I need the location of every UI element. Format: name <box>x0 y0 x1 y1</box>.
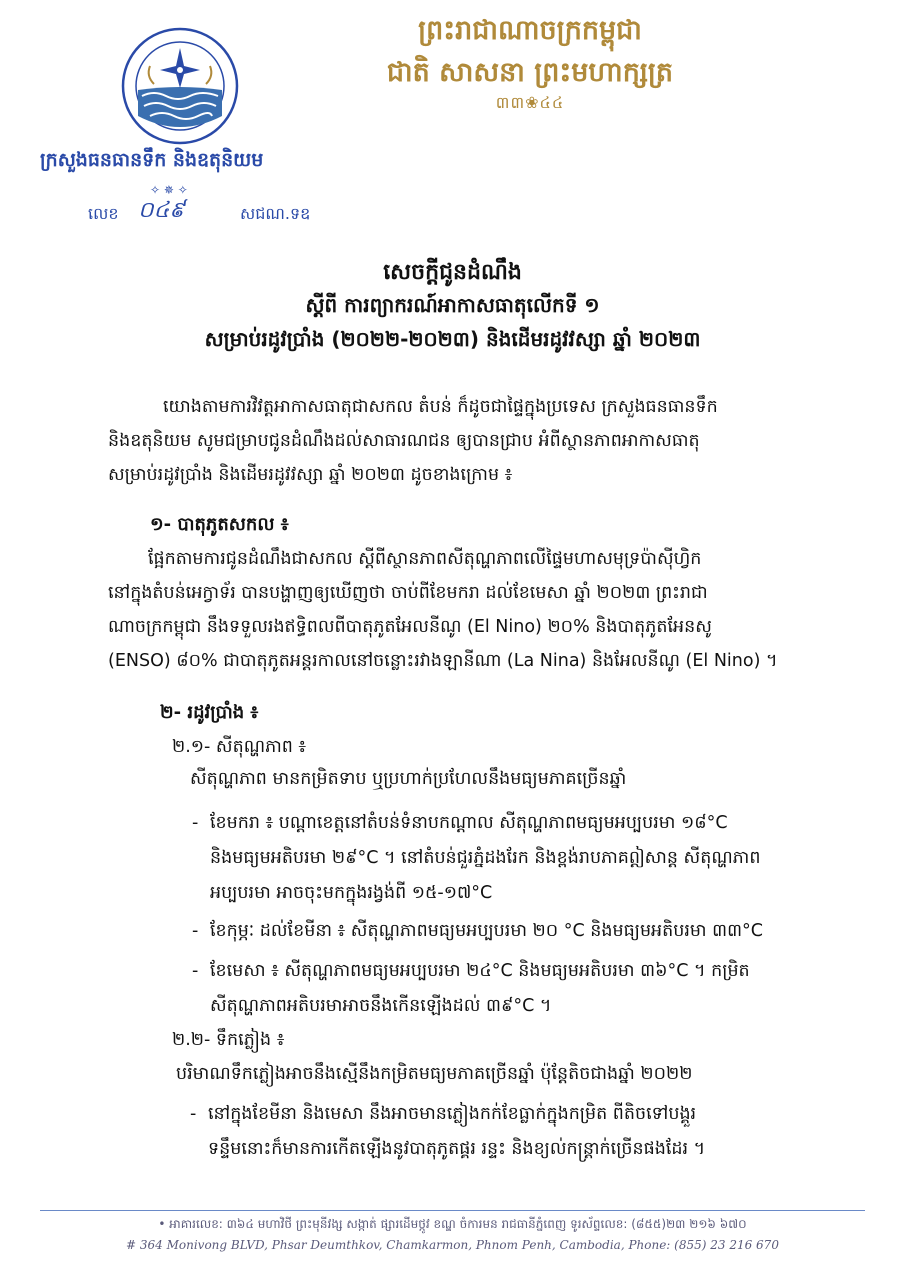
document-period: សម្រាប់រដូវប្រាំង (២០២២-២០២៣) និងដើមរដូវវស្សា ឆ្នាំ ២០២៣ <box>204 327 701 351</box>
footer-address-khmer: • អាគារលេខ: ៣៦៤ មហាវិថី ព្រះមុនីវង្ស សង្កាត់ ផ្សារដើមថ្កូវ ខណ្ឌ ចំការមន រាជធានីភ្នំពេញ ទូរស័ព្ទលេខ: (៨៥៥)២៣ ២១៦ ៦៧០ <box>158 1217 747 1231</box>
bullet-march-april-rain <box>190 1097 855 1167</box>
ministry-logo <box>120 26 240 146</box>
bullet-april <box>192 954 852 1024</box>
subsection-temperature-heading: ២.១- សីតុណ្ហភាព ៖ <box>172 737 307 757</box>
reference-number: ០៤៩ <box>138 198 185 223</box>
bullet-line: ខែមករា ៖ បណ្ដាខេត្តនៅតំបន់ទំនាបកណ្ដាល សីតុណ្ហភាពមធ្យមអប្បបរមា ១៨°C <box>210 813 728 833</box>
reference-suffix: សជណ.ទឧ <box>240 204 311 223</box>
ministry-name: ក្រសួងធនធានទឹក និងឧតុនិយម <box>40 149 264 171</box>
intro-line: សម្រាប់រដូវប្រាំង និងដើមរដូវវស្សា ឆ្នាំ ២០២៣ ដូចខាងក្រោម ៖ <box>108 465 513 485</box>
bullet-line: អប្បបរមា អាចចុះមកក្នុងរង្វង់ពី ១៥-១៧°C <box>210 883 493 903</box>
section1-heading: ១- បាតុភូតសកល ៖ <box>150 514 289 535</box>
ornament: ៣៣❀៤៤ <box>495 93 565 112</box>
bullet-line: នៅក្នុងខែមីនា និងមេសា នឹងអាចមានភ្លៀងកក់ខែធ្លាក់ក្នុងកម្រិត ពីតិចទៅបង្គួរ <box>208 1104 697 1124</box>
bullet-january <box>192 806 852 911</box>
footer-address-english: # 364 Monivong BLVD, Phsar Deumthkov, Chamkarmon, Phnom Penh, Cambodia, Phone: (855) 23 216 670 <box>126 1238 779 1252</box>
section1-line: ណាចក្រកម្ពុជា នឹងទទួលរងឥទ្ធិពលពីបាតុភូតអែលនីណូ (El Nino) ២០% និងបាតុភូតអែនសូ <box>108 617 712 637</box>
document-title: សេចក្ដីជូនដំណឹង <box>383 260 522 285</box>
temperature-intro: សីតុណ្ហភាព មានកម្រិតទាប ឬប្រហាក់ប្រហែលនឹងមធ្យមភាគច្រើនឆ្នាំ <box>190 769 627 789</box>
bullet-dash: - <box>190 1104 197 1124</box>
national-motto: ជាតិ សាសនា ព្រះមហាក្សត្រ <box>386 57 674 88</box>
bullet-line: ខែមេសា ៖ សីតុណ្ហភាពមធ្យមអប្បបរមា ២៤°C និងមធ្យមអតិបរមា ៣៦°C ។ កម្រិត <box>210 961 750 981</box>
section1-line: (ENSO) ៨០% ជាបាតុភូតអន្តរកាលនៅចន្លោះរវាងឡានីណា (La Nina) និងអែលនីណូ (El Nino) ។ <box>108 651 778 671</box>
bullet-dash: - <box>192 961 199 981</box>
bullet-dash: - <box>192 813 199 833</box>
bullet-line: ខែកុម្ភៈ ដល់ខែមីនា ៖ សីតុណ្ហភាពមធ្យមអប្បបរមា ២០ °C និងមធ្យមអតិបរមា ៣៣°C <box>210 921 764 941</box>
section1-paragraph <box>108 542 868 678</box>
document-subject: ស្ដីពី ការព្យាករណ៍អាកាសធាតុលើកទី ១ <box>305 293 600 317</box>
intro-paragraph <box>108 390 843 492</box>
bullet-line: និងមធ្យមអតិបរមា ២៩°C ។ នៅតំបន់ជួរភ្នំដងរែក និងខ្ពង់រាបភាគឦសាន្ត សីតុណ្ហភាព <box>210 848 761 868</box>
bullet-dash: - <box>192 921 199 941</box>
ornament-stars: ✧ ✵ ✧ <box>150 183 188 197</box>
bullet-line: ទន្ទឹមនោះក៏មានការកើតឡើងនូវបាតុភូតផ្គរ រន្ទះ និងខ្យល់កន្ត្រាក់ច្រើនផងដែរ ។ <box>208 1139 706 1159</box>
ministry-seal-icon <box>120 26 240 146</box>
rainfall-intro: បរិមាណទឹកភ្លៀងអាចនឹងស្មើនឹងកម្រិតមធ្យមភាគច្រើនឆ្នាំ ប៉ុន្តែតិចជាងឆ្នាំ ២០២២ <box>176 1064 693 1084</box>
reference-label: លេខ <box>88 204 119 223</box>
kingdom-title: ព្រះរាជាណាចក្រកម្ពុជា <box>418 15 642 46</box>
subsection-rainfall-heading: ២.២- ទឹកភ្លៀង ៖ <box>172 1030 285 1050</box>
section1-line: ផ្អែកតាមការជូនដំណឹងជាសកល ស្ដីពីស្ថានភាពសីតុណ្ហភាពលើផ្ទៃមហាសមុទ្រប៉ាស៊ីហ្វិក <box>148 549 702 569</box>
intro-line: យោងតាមការវិវត្តអាកាសធាតុជាសកល តំបន់ ក៏ដូចជាផ្ទៃក្នុងប្រទេស ក្រសួងធនធានទឹក <box>163 397 718 417</box>
section1-line: នៅក្នុងតំបន់អេក្វាទ័រ បានបង្ហាញឲ្យឃើញថា ចាប់ពីខែមករា ដល់ខែមេសា ឆ្នាំ ២០២៣ ព្រះរាជា <box>108 583 708 603</box>
intro-line: និងឧតុនិយម សូមជម្រាបជូនដំណឹងដល់សាធារណជន ឲ្យបានជ្រាប អំពីស្ថានភាពអាកាសធាតុ <box>108 431 700 451</box>
bullet-february-march <box>192 914 852 949</box>
bullet-line: សីតុណ្ហភាពអតិបរមាអាចនឹងកើនឡើងដល់ ៣៩°C ។ <box>210 996 552 1016</box>
footer-divider <box>40 1210 865 1211</box>
section2-heading: ២- រដូវប្រាំង ៖ <box>160 702 259 723</box>
